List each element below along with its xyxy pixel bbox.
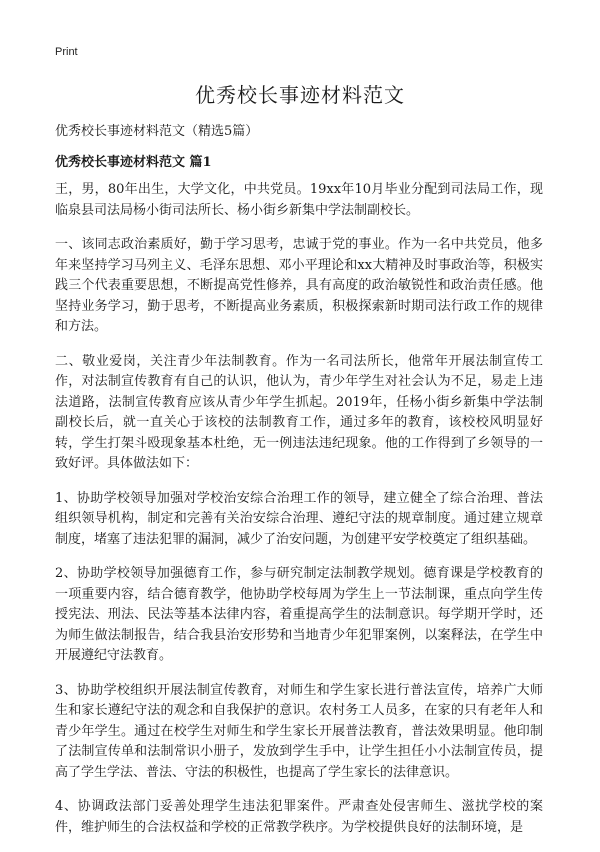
paragraph-item-2: 2、协助学校领导加强德育工作，参与研究制定法制教学规划。德育课是学校教育的一项重要内容，结合德育教学，他协助学校每周为学生上一节法制课，重点向学生传授宪法、刑法、民法等基本法律内容，着重提高学生的法制意识。每学期开学时，还为师生做法制报告，结合我县治安形势和当地青少年犯罪案例，以案释法，在学生中开展遵纪守法教育。 [55,566,543,663]
paragraph-item-4: 4、协调政法部门妥善处理学生违法犯罪案件。严肃查处侵害师生、滋扰学校的案件，维护师生的合法权益和学校的正常教学秩序。为学校提供良好的法制环境，是 [55,799,543,835]
paragraph-item-3: 3、协助学校组织开展法制宣传教育，对师生和学生家长进行普法宣传，培养广大师生和家长遵纪守法的观念和自我保护的意识。农村务工人员多，在家的只有老年人和青少年学生。通过在校学生对师生和学生家长开展普法教育，普法效果明显。他印制了法制宣传单和法制常识小册子，发放到学生手中，让学生担任小小法制宣传员，提高了学生学法、普法、守法的积极性，也提高了学生家长的法律意识。 [55,682,543,780]
paragraph-intro: 王，男，80年出生，大学文化，中共党员。19xx年10月毕业分配到司法局工作，现临泉县司法局杨小街司法所长、杨小街乡新集中学法制副校长。 [55,182,543,218]
paragraph-dedication: 二、敬业爱岗，关注青少年法制教育。作为一名司法所长，他常年开展法制宣传工作，对法制宣传教育有自己的认识，他认为，青少年学生对社会认为不足，易走上违法道路，法制宣传教育应该从青少年学生抓起。2019年，任杨小街乡新集中学法制副校长后，就一直关心于该校的法制教育工作，通过多年的教育，该校校风明显好转，学生打架斗殴现象基本杜绝，无一例违法违纪现象。他的工作得到了乡领导的一致好评。具体做法如下： [55,353,543,471]
print-label: Print [55,46,78,58]
document-body [55,180,543,852]
document-subtitle: 优秀校长事迹材料范文（精选5篇） [55,124,259,139]
paragraph-item-1: 1、协助学校领导加强对学校治安综合治理工作的领导，建立健全了综合治理、普法组织领导机构，制定和完善有关治安综合治理、遵纪守法的规章制度。通过建立规章制度，堵塞了违法犯罪的漏洞，减少了治安问题，为创建平安学校奠定了组织基础。 [55,490,543,547]
section-heading: 优秀校长事迹材料范文 篇1 [55,155,212,170]
page-title: 优秀校长事迹材料范文 [195,83,405,107]
paragraph-political-quality: 一、该同志政治素质好，勤于学习思考，忠诚于党的事业。作为一名中共党员，他多年来坚持学习马列主义、毛泽东思想、邓小平理论和xx大精神及时事政治等，积极实践三个代表重要思想，不断提高党性修养，具有高度的政治敏锐性和政治责任感。他坚持业务学习，勤于思考，不断提高业务素质，积极探索新时期司法行政工作的规律和方法。 [55,237,543,334]
